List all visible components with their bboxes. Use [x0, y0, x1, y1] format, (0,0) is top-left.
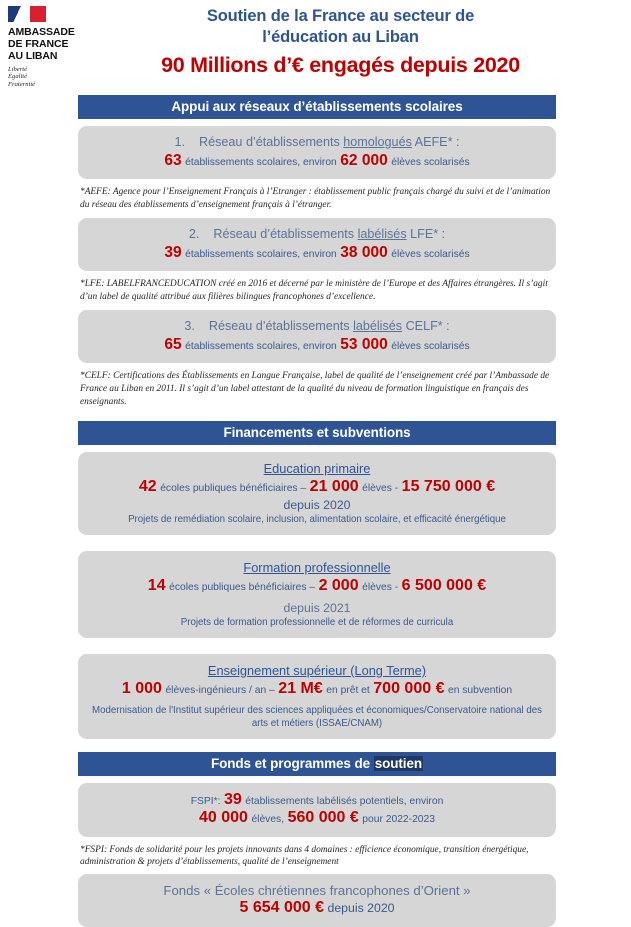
title-block: [0, 6, 631, 80]
fspi-amount: 560 000 €: [287, 809, 359, 827]
footnote-aefe: *AEFE: Agence pour l’Enseignement Français à l’Etranger : établissement public français chargé du suivi et de l’animation du réseau des établissements d’enseignement français à l’étranger.: [80, 187, 551, 210]
card-celf-index: 3.: [184, 319, 195, 334]
section-header-funds-pre: Fonds et programmes de: [210, 755, 374, 771]
card-lfe-title: [90, 226, 544, 244]
christian-fund-since: depuis 2020: [327, 901, 395, 916]
card-celf-title-post: CELF* :: [402, 319, 450, 334]
fspi-period: pour 2022-2023: [362, 814, 435, 826]
card-lfe-title-pre: Réseau d’établissements: [213, 227, 358, 242]
card-higher-education-stats: [90, 680, 544, 699]
fspi-institutions-label: établissements labélisés potentiels, environ: [245, 795, 444, 807]
primary-students-count: 21 000: [309, 478, 359, 496]
card-celf-stats: [90, 336, 544, 355]
card-lfe-count: 39: [164, 243, 182, 261]
card-lfe-students-label: élèves scolarisés: [391, 248, 470, 260]
card-aefe-index: 1.: [174, 135, 186, 149]
card-lfe-index: 2.: [188, 227, 200, 242]
motto-egalite: Égalité: [8, 73, 28, 81]
section-header-financing: Financements et subventions: [78, 421, 556, 445]
christian-fund-title: Fonds « Écoles chrétiennes francophones d’Orient »: [163, 882, 471, 898]
fspi-institutions-count: 39: [223, 790, 242, 808]
card-fspi: [78, 783, 556, 837]
logo-motto: [8, 66, 84, 89]
card-vocational-stats: [90, 577, 544, 596]
primary-schools-count: 42: [138, 478, 157, 496]
card-aefe-students-label: élèves scolarisés: [391, 156, 470, 168]
primary-students-label: élèves -: [362, 483, 399, 495]
page-title-line-2: l’éducation au Liban: [262, 28, 419, 46]
embassy-logo: [8, 6, 84, 88]
card-aefe-title-pre: Réseau d’établissements: [199, 135, 344, 149]
card-celf-students-label: élèves scolarisés: [391, 340, 470, 352]
motto-liberte: Liberté: [8, 65, 28, 73]
content-column: [78, 95, 556, 927]
french-flag-icon: [8, 6, 66, 22]
card-fspi-line-2: [90, 809, 544, 828]
card-vocational-title: Formation professionnelle: [243, 559, 391, 575]
card-aefe: [78, 126, 556, 179]
card-lfe-title-post: LFE* :: [406, 227, 446, 242]
section-header-funds-highlight: soutien: [374, 755, 423, 771]
card-lfe: [78, 218, 556, 271]
card-higher-education-title: Enseignement supérieur (Long Terme): [207, 663, 427, 679]
card-aefe-stats: [90, 152, 544, 171]
higher-loan-amount: 21 M€: [278, 680, 323, 698]
higher-grant-amount: 700 000 €: [373, 680, 445, 698]
card-celf-students: 53 000: [340, 335, 388, 353]
card-primary-education: [78, 452, 556, 535]
card-celf-title: [90, 318, 544, 336]
higher-students-label: élèves-ingénieurs / an –: [165, 685, 275, 697]
card-aefe-title-post: AEFE* :: [411, 135, 460, 149]
footnote-celf: *CELF: Certifications des Établissements en Langue Française, label de qualité de l’enseignement créé par l’Ambassade de France au Liban en 2011. Il s’agit d’un label attestant de la qualité du niveau de formation linguistique en français des enseignants.: [80, 371, 550, 407]
vocational-amount: 6 500 000 €: [401, 576, 487, 594]
primary-schools-label: écoles publiques bénéficiaires –: [160, 483, 307, 495]
fspi-students-count: 40 000: [199, 809, 248, 827]
vocational-students-count: 2 000: [318, 576, 359, 594]
section-header-schools: Appui aux réseaux d’établissements scolaires: [78, 95, 556, 119]
page-subtitle: 90 Millions d’€ engagés depuis 2020: [161, 53, 520, 77]
card-aefe-title: [90, 134, 544, 152]
card-celf-count: 65: [164, 335, 182, 353]
card-primary-education-stats: [90, 478, 544, 497]
card-celf-count-label: établissements scolaires, environ: [185, 340, 337, 352]
christian-fund-stats: [90, 899, 544, 918]
card-celf-title-pre: Réseau d’établissements: [208, 319, 354, 334]
christian-fund-amount: 5 654 000 €: [239, 899, 324, 917]
card-lfe-stats: [90, 244, 544, 263]
vocational-since: depuis 2021: [283, 601, 351, 616]
card-higher-education: [78, 654, 556, 739]
higher-grant-label: en subvention: [447, 685, 513, 697]
card-lfe-title-underlined: labélisés: [357, 227, 407, 242]
page-title-line-1: Soutien de la France au secteur de: [206, 7, 475, 25]
vocational-description: Projets de formation professionnelle et de réformes de curricula: [180, 617, 454, 629]
flag-red-stripe: [30, 6, 46, 22]
card-lfe-students: 38 000: [340, 243, 388, 261]
card-primary-education-title: Education primaire: [263, 461, 371, 477]
higher-students-count: 1 000: [121, 680, 162, 698]
section-header-funds: [78, 752, 556, 776]
card-lfe-count-label: établissements scolaires, environ: [185, 248, 337, 260]
page-header: [0, 0, 631, 95]
primary-since: depuis 2020: [283, 497, 351, 512]
vocational-schools-label: écoles publiques bénéficiaires –: [169, 581, 316, 593]
vocational-schools-count: 14: [147, 576, 166, 594]
card-vocational-training: [78, 551, 556, 639]
motto-fraternite: Fraternité: [8, 80, 36, 88]
card-fspi-line-1: [90, 791, 544, 810]
logo-name: [8, 26, 84, 63]
card-aefe-students: 62 000: [340, 151, 388, 169]
logo-name-line-3: AU LIBAN: [8, 50, 58, 63]
vocational-students-label: élèves -: [362, 581, 399, 593]
card-celf-title-underlined: labélisés: [353, 319, 403, 334]
flag-blue-stripe: [8, 6, 24, 22]
footnote-fspi: *FSPI: Fonds de solidarité pour les projets innovants dans 4 domaines : efficience économique, transition énergétique, administration & projets d’établissements, qualité de l’enseignement: [80, 844, 529, 868]
card-aefe-count-label: établissements scolaires, environ: [185, 156, 337, 168]
fspi-students-label: élèves,: [251, 814, 285, 826]
card-celf: [78, 310, 556, 363]
higher-education-description: Modernisation de l'Institut supérieur des sciences appliquées et économiques/Conservatoire national des arts et métiers (ISSAE/CNAM): [92, 704, 542, 729]
logo-name-line-2: DE FRANCE: [8, 38, 69, 51]
primary-description: Projets de remédiation scolaire, inclusion, alimentation scolaire, et efficacité énergétique: [128, 513, 506, 525]
card-aefe-count: 63: [164, 151, 182, 169]
card-aefe-title-underlined: homologués: [343, 135, 412, 149]
logo-name-line-1: AMBASSADE: [8, 26, 75, 38]
footnote-lfe: *LFE: LABELFRANCEDUCATION créé en 2016 et décerné par le ministère de l’Europe et des Affaires étrangères. Il s’agit d’un label de qualité attribué aux filières bilingues francophones d’excellence.: [80, 279, 548, 302]
fspi-label: FSPI*:: [190, 795, 221, 807]
higher-loan-label: en prêt et: [326, 685, 370, 697]
primary-amount: 15 750 000 €: [401, 478, 496, 496]
